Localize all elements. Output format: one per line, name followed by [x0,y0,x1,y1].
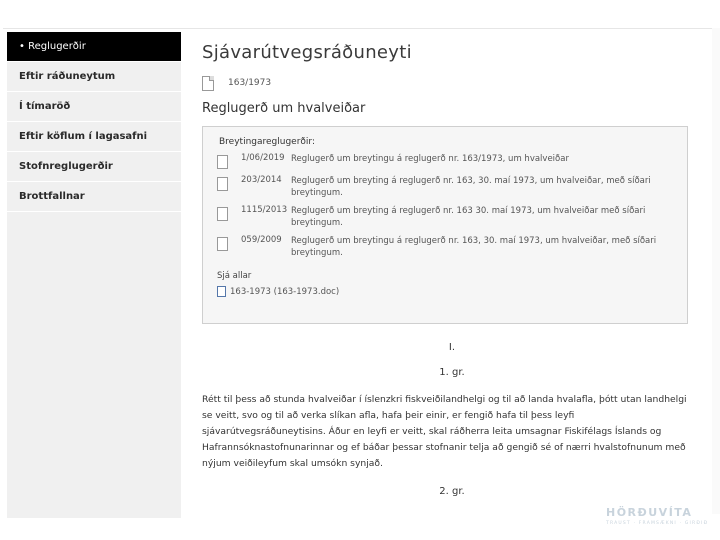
article-1-text: Rétt til þess að stunda hvalveiðar í íslenzkri fiskveiðilandhelgi og til að landa hvalafla, þótt utan landhelgi se veitt, svo og til að verka slíkan afla, hafa þeir einir, er fengið hafa til þess leyfi sjávarútvegsráðuneytisins. Áður en leyfi er veitt, skal ráðherra leita umsagnar Fiskifélags Íslands og Hafrannsóknastofnunarinnar og ef báðar þessar stofnanir telja að gengið sé of nærri hvalstofnunum með nýjum veiðileyfum skal umsókn synjað. [202,394,687,469]
see-all-link[interactable]: Sjá allar [217,271,252,281]
doc-number-row [202,73,702,93]
amendment-number[interactable]: 1115/2013 [241,205,288,215]
article-1-heading: 1. gr. [439,367,465,378]
sidebar-item-eftir-raduneytum[interactable]: Eftir ráðuneytum [7,62,181,92]
amendment-text[interactable]: Reglugerð um breyting á reglugerð nr. 163 30. maí 1973, um hvalveiðar með síðari breytingum. [291,206,646,228]
amendment-number[interactable]: 059/2009 [241,235,282,245]
document-icon [217,155,228,169]
sidebar-filler [7,212,181,518]
regulation-title: Reglugerð um hvalveiðar [202,101,366,116]
right-edge [712,28,720,514]
amendment-row[interactable] [217,205,687,229]
sidebar-item-eftir-koflum[interactable]: Eftir köflum í lagasafni [7,122,181,152]
file-link-label[interactable]: 163-1973 (163-1973.doc) [230,286,340,297]
sidebar-item-brottfallnar[interactable]: Brottfallnar [7,182,181,212]
amendment-text[interactable]: Reglugerð um breyting á reglugerð nr. 163, 30. maí 1973, um hvalveiðar, með síðari breytingum. [291,176,651,198]
ministry-heading: Sjávarútvegsráðuneyti [202,42,412,63]
sidebar-item-reglugerdir[interactable]: • Reglugerðir [7,32,181,62]
logo-text: HÖRÐUVÍTA [606,506,693,519]
amendment-row[interactable] [217,235,687,259]
amendment-text[interactable]: Reglugerð um breytingu á reglugerð nr. 163, 30. maí 1973, um hvalveiðar, með síðari breytingum. [291,236,657,258]
chapter-heading: I. [448,342,456,353]
amendment-number[interactable]: 1/06/2019 [241,153,285,163]
amendment-row[interactable] [217,153,687,169]
word-file-icon [217,286,226,297]
document-icon [217,207,228,221]
amendments-box [202,126,688,324]
sidebar [7,32,181,518]
document-icon [217,237,228,251]
sidebar-item-stofnreglugerdir[interactable]: Stofnreglugerðir [7,152,181,182]
sidebar-item-timarod[interactable]: Í tímaröð [7,92,181,122]
file-link[interactable] [217,286,687,297]
document-icon [217,177,228,191]
article-2-heading: 2. gr. [439,486,465,497]
doc-number: 163/1973 [228,78,272,88]
amendment-row[interactable] [217,175,687,199]
document-icon [202,76,214,91]
amendments-heading: Breytingareglugerðir: [219,137,315,147]
brand-logo [606,506,714,526]
amendment-text[interactable]: Reglugerð um breytingu á reglugerð nr. 163/1973, um hvalveiðar [291,154,569,164]
logo-tagline: TRAUST · FRAMSÆKNI · GIRÐIÐ [606,521,709,526]
main-content [202,30,702,497]
amendment-number[interactable]: 203/2014 [241,175,282,185]
